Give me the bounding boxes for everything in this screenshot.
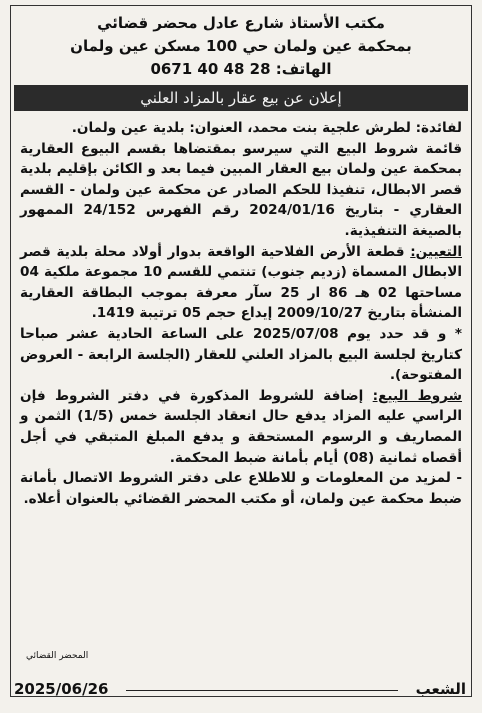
- session-paragraph: * و قد حدد يوم 2025/07/08 على الساعة الحادية عشر صباحا كتاريخ لجلسة البيع بالمزاد العلني للعقار (الجلسة الرابعة - العروض المفتوحة).: [20, 325, 462, 384]
- terms-text: إضافة للشروط المذكورة في دفتر الشروط فإن الراسي عليه المزاد يدفع حال انعقاد الجلسة خمس (1/5) الثمن و المصاريف و الرسوم المستحقة و يدفع المبلغ المتبقي في أجل أقصاه ثمانية (08) أيام بأمانة ضبط المحكمة.: [20, 387, 463, 466]
- publication-name: الشعب: [415, 680, 466, 698]
- office-name: مكتب الأستاذ شارع عادل محضر قضائي: [97, 14, 385, 32]
- sale-conditions-paragraph: قائمة شروط البيع التي سيرسو بمقتضاها بقسم البيوع العقارية بمحكمة عين ولمان بيع العقار المبين فيما بعد و الكائن بإقليم بلدية قصر الابطال، تنفيذا للحكم الصادر عن محكمة عين ولمان - القسم العقاري - بتاريخ 2024/01/16 رقم الفهرس 24/152 الممهور بالصيغة التنفيذية.: [20, 140, 462, 239]
- designation-text: قطعة الأرض الفلاحية الواقعة بدوار أولاد محلة بلدية قصر الابطال المسماة (زديم جنوب) تنتمي للقسم 10 مجموعة ملكية 04 مساحتها 02 هـ 86 ار 25 سآر معرفة بموجب البطاقة العقارية المنشأة بتاريخ 2009/10/27 إيداع حجم 05 ترتيبة 1419.: [20, 243, 462, 322]
- more-info-paragraph: - لمزيد من المعلومات و للاطلاع على دفتر الشروط الاتصال بأمانة ضبط محكمة عين ولمان، أو مكتب المحضر القضائي بالعنوان أعلاه.: [20, 470, 462, 507]
- office-address: بمحكمة عين ولمان حي 100 مسكن عين ولمان: [70, 37, 412, 55]
- designation-label: التعيين:: [410, 243, 462, 260]
- publication-date: 2025/06/26: [14, 680, 109, 698]
- publication-footer: [14, 680, 468, 700]
- office-header: [8, 6, 474, 81]
- designation-paragraph: [20, 242, 462, 324]
- footer-divider: [126, 690, 398, 691]
- beneficiary-paragraph: لفائدة: لطرش علجية بنت محمد، العنوان: بلدية عين ولمان.: [71, 120, 462, 136]
- terms-label: شروط البيع:: [372, 387, 462, 404]
- office-phone: الهاتف: 28 48 40 0671: [150, 60, 332, 78]
- bailiff-signature-note: المحضر القضائي: [26, 651, 89, 661]
- announcement-title: إعلان عن بيع عقار بالمزاد العلني: [14, 85, 468, 111]
- terms-paragraph: [20, 386, 462, 468]
- announcement-body: [8, 111, 474, 509]
